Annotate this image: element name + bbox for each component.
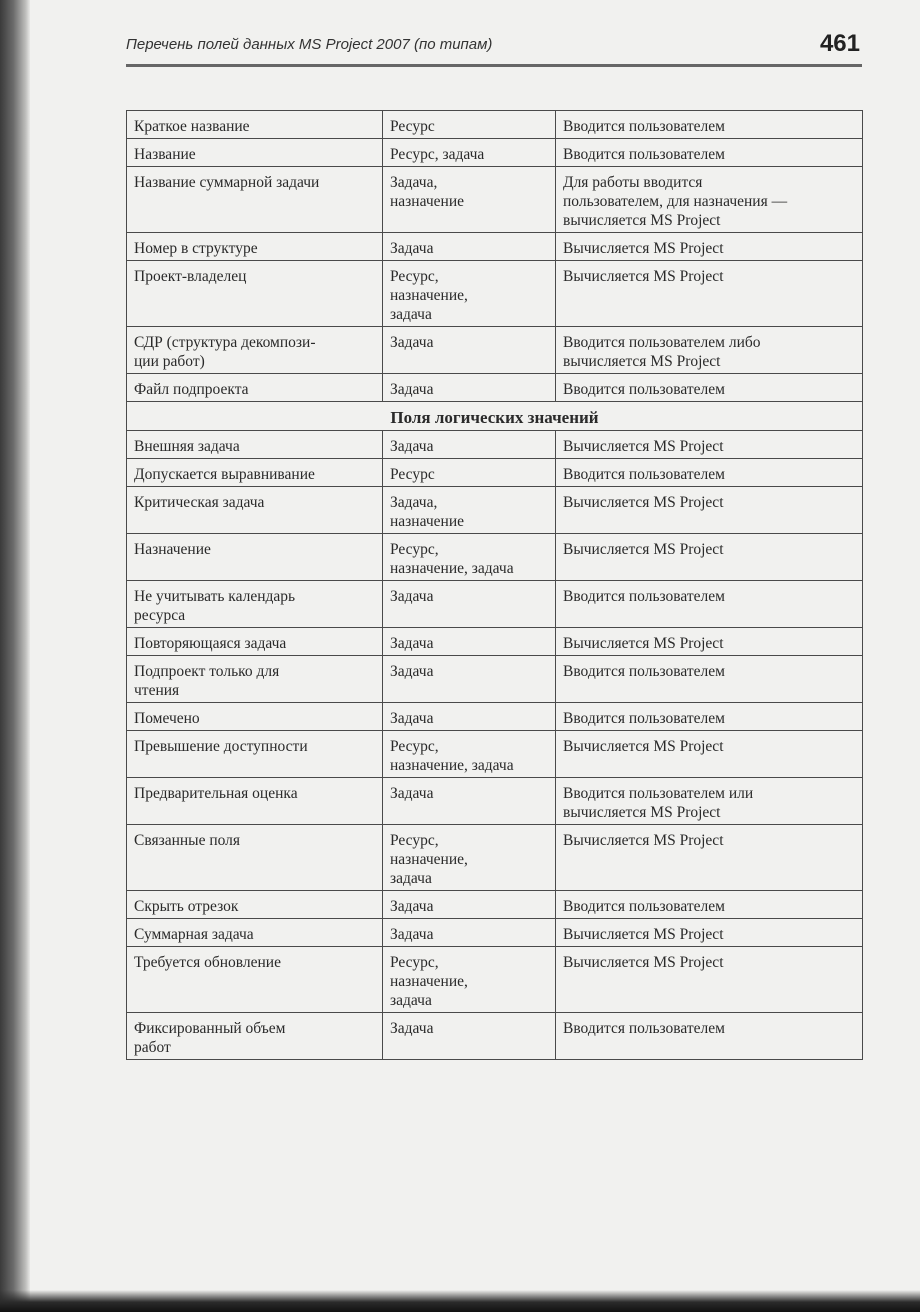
table-row [127, 261, 863, 327]
applies-to-cell: Задача [383, 374, 556, 402]
field-name-cell: Файл подпроекта [127, 374, 383, 402]
table-row [127, 891, 863, 919]
applies-to-cell: Ресурс, назначение, задача [383, 731, 556, 778]
applies-to-cell: Ресурс, назначение, задача [383, 534, 556, 581]
fields-table [126, 110, 863, 1060]
section-title: Поля логических значений [127, 402, 863, 431]
field-name-cell: Проект-владелец [127, 261, 383, 327]
input-method-cell: Вычисляется MS Project [556, 431, 863, 459]
input-method-cell: Вводится пользователем [556, 656, 863, 703]
applies-to-cell: Задача [383, 581, 556, 628]
field-name-cell: Номер в структуре [127, 233, 383, 261]
input-method-cell: Вычисляется MS Project [556, 825, 863, 891]
input-method-cell: Вычисляется MS Project [556, 487, 863, 534]
input-method-cell: Вводится пользователем [556, 111, 863, 139]
table-row [127, 487, 863, 534]
input-method-cell: Вычисляется MS Project [556, 947, 863, 1013]
table-row [127, 534, 863, 581]
field-name-cell: Назначение [127, 534, 383, 581]
applies-to-cell: Ресурс, задача [383, 139, 556, 167]
table-row [127, 581, 863, 628]
applies-to-cell: Задача [383, 656, 556, 703]
section-row [127, 402, 863, 431]
page-header [126, 28, 862, 62]
field-name-cell: Требуется обновление [127, 947, 383, 1013]
input-method-cell: Вводится пользователем или вычисляется MS Project [556, 778, 863, 825]
field-name-cell: СДР (структура декомпози- ции работ) [127, 327, 383, 374]
field-name-cell: Скрыть отрезок [127, 891, 383, 919]
fields-table-body [127, 111, 863, 1060]
input-method-cell: Вводится пользователем [556, 703, 863, 731]
applies-to-cell: Задача [383, 431, 556, 459]
table-row [127, 919, 863, 947]
input-method-cell: Вводится пользователем либо вычисляется MS Project [556, 327, 863, 374]
input-method-cell: Вводится пользователем [556, 459, 863, 487]
applies-to-cell: Ресурс [383, 111, 556, 139]
input-method-cell: Вводится пользователем [556, 891, 863, 919]
table-row [127, 1013, 863, 1060]
field-name-cell: Превышение доступности [127, 731, 383, 778]
field-name-cell: Предварительная оценка [127, 778, 383, 825]
applies-to-cell: Задача [383, 233, 556, 261]
table-row [127, 459, 863, 487]
field-name-cell: Связанные поля [127, 825, 383, 891]
table-row [127, 628, 863, 656]
applies-to-cell: Задача [383, 778, 556, 825]
input-method-cell: Вводится пользователем [556, 581, 863, 628]
applies-to-cell: Ресурс [383, 459, 556, 487]
applies-to-cell: Задача [383, 1013, 556, 1060]
field-name-cell: Суммарная задача [127, 919, 383, 947]
table-row [127, 327, 863, 374]
table-row [127, 947, 863, 1013]
table-row [127, 825, 863, 891]
applies-to-cell: Задача [383, 891, 556, 919]
applies-to-cell: Ресурс, назначение, задача [383, 261, 556, 327]
field-name-cell: Допускается выравнивание [127, 459, 383, 487]
input-method-cell: Вычисляется MS Project [556, 233, 863, 261]
table-row [127, 167, 863, 233]
input-method-cell: Для работы вводится пользователем, для назначения — вычисляется MS Project [556, 167, 863, 233]
applies-to-cell: Ресурс, назначение, задача [383, 825, 556, 891]
field-name-cell: Повторяющаяся задача [127, 628, 383, 656]
applies-to-cell: Задача, назначение [383, 487, 556, 534]
table-row [127, 111, 863, 139]
field-name-cell: Фиксированный объем работ [127, 1013, 383, 1060]
applies-to-cell: Задача, назначение [383, 167, 556, 233]
field-name-cell: Критическая задача [127, 487, 383, 534]
table-row [127, 431, 863, 459]
table-row [127, 656, 863, 703]
field-name-cell: Помечено [127, 703, 383, 731]
table-row [127, 233, 863, 261]
input-method-cell: Вводится пользователем [556, 1013, 863, 1060]
applies-to-cell: Ресурс, назначение, задача [383, 947, 556, 1013]
input-method-cell: Вычисляется MS Project [556, 731, 863, 778]
field-name-cell: Внешняя задача [127, 431, 383, 459]
header-rule [126, 64, 862, 67]
field-name-cell: Подпроект только для чтения [127, 656, 383, 703]
table-row [127, 778, 863, 825]
page-bottom-edge [0, 1290, 920, 1312]
book-binding-shadow [0, 0, 30, 1312]
table-row [127, 139, 863, 167]
applies-to-cell: Задача [383, 703, 556, 731]
table-row [127, 731, 863, 778]
page-number: 461 [819, 30, 860, 57]
input-method-cell: Вычисляется MS Project [556, 534, 863, 581]
field-name-cell: Краткое название [127, 111, 383, 139]
input-method-cell: Вычисляется MS Project [556, 919, 863, 947]
field-name-cell: Название суммарной задачи [127, 167, 383, 233]
input-method-cell: Вводится пользователем [556, 374, 863, 402]
input-method-cell: Вводится пользователем [556, 139, 863, 167]
input-method-cell: Вычисляется MS Project [556, 261, 863, 327]
applies-to-cell: Задача [383, 919, 556, 947]
table-row [127, 703, 863, 731]
applies-to-cell: Задача [383, 628, 556, 656]
table-row [127, 374, 863, 402]
running-title: Перечень полей данных MS Project 2007 (по типам) [126, 36, 493, 53]
input-method-cell: Вычисляется MS Project [556, 628, 863, 656]
applies-to-cell: Задача [383, 327, 556, 374]
field-name-cell: Название [127, 139, 383, 167]
field-name-cell: Не учитывать календарь ресурса [127, 581, 383, 628]
